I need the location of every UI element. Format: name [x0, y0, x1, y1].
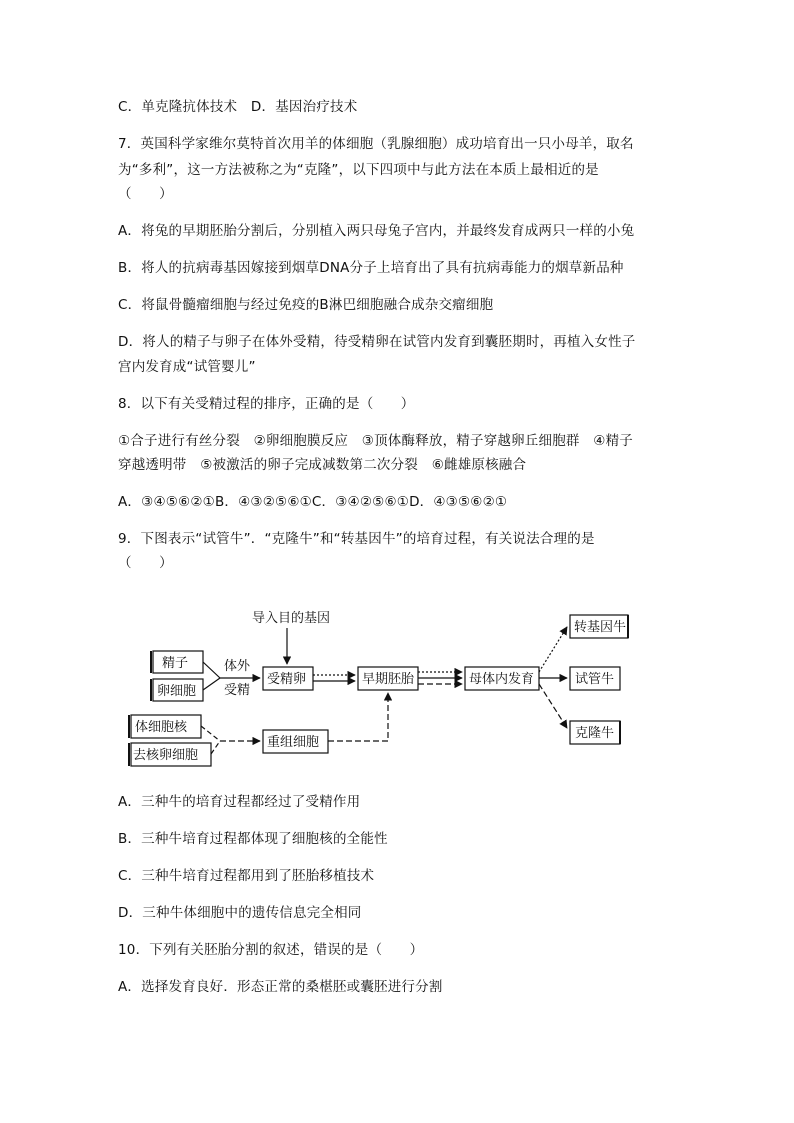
q9-option-d: D．三种牛体细胞中的遗传信息完全相同 — [118, 905, 362, 921]
early-embryo-label: 早期胚胎 — [362, 672, 415, 687]
q9-option-a: A．三种牛的培育过程都经过了受精作用 — [118, 794, 361, 810]
egg-label: 卵细胞 — [157, 684, 197, 699]
q7-option-a: A．将兔的早期胚胎分割后，分别植入两只母兔子宫内，并最终发育成两只一样的小兔 — [118, 223, 635, 239]
q9-line2: （ ） — [118, 555, 173, 571]
transgenic-label: 转基因牛 — [574, 620, 627, 635]
test-tube-label: 试管牛 — [575, 672, 615, 687]
q7-line2: 为“多利”，这一方法被称之为“克隆”，以下四项中与此方法在本质上最相近的是 — [118, 162, 599, 178]
q7-option-d-2: 宫内发育成“试管婴儿” — [118, 359, 256, 375]
q9-option-b: B．三种牛培育过程都体现了细胞核的全能性 — [118, 831, 388, 847]
q9-line1: 9．下图表示“试管牛”．“克隆牛”和“转基因牛”的培育过程，有关说法合理的是 — [118, 531, 595, 547]
q9-option-c: C．三种牛培育过程都用到了胚胎移植技术 — [118, 868, 375, 884]
q7-option-b: B．将人的抗病毒基因嫁接到烟草DNA分子上培育出了具有抗病毒能力的烟草新品种 — [118, 260, 624, 276]
maternal-label: 母体内发育 — [469, 672, 535, 687]
ivf-label-2: 受精 — [224, 683, 251, 698]
q8-steps-2: 穿越透明带 ⑤被激活的卵子完成减数第二次分裂 ⑥雌雄原核融合 — [118, 457, 527, 473]
reconstructed-label: 重组细胞 — [267, 735, 320, 750]
clone-label: 克隆牛 — [575, 726, 615, 741]
q10-option-a: A．选择发育良好．形态正常的桑椹胚或囊胚进行分割 — [118, 979, 443, 995]
enucleated-label: 去核卵细胞 — [133, 748, 199, 763]
q7-option-d-1: D．将人的精子与卵子在体外受精，待受精卵在试管内发育到囊胚期时，再植入女性子 — [118, 334, 636, 350]
sperm-label: 精子 — [162, 656, 189, 671]
q7-line1: 7．英国科学家维尔莫特首次用羊的体细胞（乳腺细胞）成功培育出一只小母羊，取名 — [118, 136, 634, 152]
nucleus-label: 体细胞核 — [135, 720, 188, 735]
q8-question: 8．以下有关受精过程的排序，正确的是（ ） — [118, 396, 415, 412]
line-c6: C．单克隆抗体技术 D．基因治疗技术 — [118, 99, 358, 115]
q7-line3: （ ） — [118, 186, 173, 202]
gene-label: 导入目的基因 — [252, 611, 331, 626]
q7-option-c: C．将鼠骨髓瘤细胞与经过免疫的B淋巴细胞融合成杂交瘤细胞 — [118, 297, 494, 313]
q8-steps-1: ①合子进行有丝分裂 ②卵细胞膜反应 ③顶体酶释放，精子穿越卵丘细胞群 ④精子 — [118, 433, 634, 449]
ivf-label-1: 体外 — [224, 659, 251, 674]
q8-options: A．③④⑤⑥②①B．④③②⑤⑥①C．③④②⑤⑥①D．④③⑤⑥②① — [118, 494, 508, 510]
breeding-diagram — [120, 600, 640, 775]
zygote-label: 受精卵 — [267, 672, 307, 687]
q10-question: 10．下列有关胚胎分割的叙述，错误的是（ ） — [118, 942, 424, 958]
